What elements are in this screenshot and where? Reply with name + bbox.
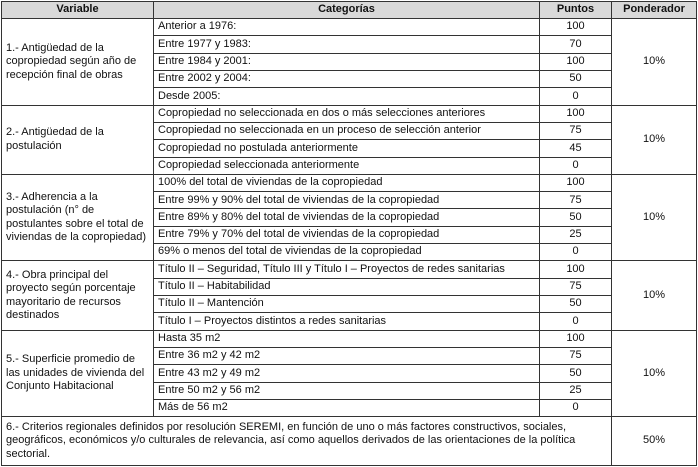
points-cell: 100 — [540, 330, 612, 347]
weight-cell: 10% — [612, 174, 697, 261]
points-cell: 100 — [540, 53, 612, 70]
criteria-table — [1, 1, 697, 466]
category-cell: Entre 43 m2 y 49 m2 — [154, 365, 540, 382]
category-cell: Entre 50 m2 y 56 m2 — [154, 382, 540, 399]
weight-cell: 50% — [612, 417, 697, 466]
header-categorias: Categorías — [154, 2, 540, 19]
table-row — [2, 174, 697, 191]
points-cell: 50 — [540, 296, 612, 313]
category-cell: Copropiedad no postulada anteriormente — [154, 140, 540, 157]
category-cell: Título II – Mantención — [154, 296, 540, 313]
category-cell: Entre 1977 y 1983: — [154, 36, 540, 53]
category-cell: Desde 2005: — [154, 88, 540, 105]
table-row — [2, 19, 697, 36]
category-cell: Entre 36 m2 y 42 m2 — [154, 347, 540, 364]
variable-cell: 4.- Obra principal del proyecto según porcentaje mayoritario de recursos destinados — [2, 261, 154, 330]
weight-cell: 10% — [612, 19, 697, 106]
header-row — [2, 2, 697, 19]
points-cell: 75 — [540, 278, 612, 295]
points-cell: 100 — [540, 19, 612, 36]
points-cell: 45 — [540, 140, 612, 157]
points-cell: 0 — [540, 157, 612, 174]
points-cell: 50 — [540, 209, 612, 226]
weight-cell: 10% — [612, 261, 697, 330]
category-cell: Título I – Proyectos distintos a redes sanitarias — [154, 313, 540, 330]
table-row — [2, 330, 697, 347]
variable-cell: 5.- Superficie promedio de las unidades de vivienda del Conjunto Habitacional — [2, 330, 154, 417]
category-cell: Más de 56 m2 — [154, 399, 540, 416]
category-cell: Entre 1984 y 2001: — [154, 53, 540, 70]
points-cell: 50 — [540, 365, 612, 382]
points-cell: 75 — [540, 347, 612, 364]
points-cell: 50 — [540, 70, 612, 87]
points-cell: 70 — [540, 36, 612, 53]
points-cell: 0 — [540, 244, 612, 261]
points-cell: 100 — [540, 105, 612, 122]
category-cell: Título II – Seguridad, Título III y Título I – Proyectos de redes sanitarias — [154, 261, 540, 278]
category-cell: 100% del total de viviendas de la copropiedad — [154, 174, 540, 191]
weight-cell: 10% — [612, 105, 697, 174]
category-cell: 69% o menos del total de viviendas de la copropiedad — [154, 244, 540, 261]
points-cell: 100 — [540, 174, 612, 191]
category-cell: Entre 89% y 80% del total de viviendas de la copropiedad — [154, 209, 540, 226]
header-ponderador: Ponderador — [612, 2, 697, 19]
points-cell: 25 — [540, 226, 612, 243]
points-cell: 0 — [540, 313, 612, 330]
category-cell: Copropiedad no seleccionada en un proceso de selección anterior — [154, 122, 540, 139]
header-puntos: Puntos — [540, 2, 612, 19]
weight-cell: 10% — [612, 330, 697, 417]
category-cell: Entre 99% y 90% del total de viviendas de la copropiedad — [154, 192, 540, 209]
points-cell: 75 — [540, 192, 612, 209]
header-variable: Variable — [2, 2, 154, 19]
table-row — [2, 261, 697, 278]
category-cell: Copropiedad no seleccionada en dos o más selecciones anteriores — [154, 105, 540, 122]
variable-cell: 1.- Antigüedad de la copropiedad según año de recepción final de obras — [2, 19, 154, 106]
table-row — [2, 417, 697, 466]
category-cell: Anterior a 1976: — [154, 19, 540, 36]
category-cell: Copropiedad seleccionada anteriormente — [154, 157, 540, 174]
points-cell: 100 — [540, 261, 612, 278]
category-cell: Hasta 35 m2 — [154, 330, 540, 347]
category-cell: Entre 79% y 70% del total de viviendas de la copropiedad — [154, 226, 540, 243]
category-cell: Entre 2002 y 2004: — [154, 70, 540, 87]
points-cell: 25 — [540, 382, 612, 399]
variable-cell: 3.- Adherencia a la postulación (n° de postulantes sobre el total de viviendas de la copropiedad) — [2, 174, 154, 261]
variable-cell: 2.- Antigüedad de la postulación — [2, 105, 154, 174]
table-row — [2, 105, 697, 122]
points-cell: 0 — [540, 399, 612, 416]
points-cell: 0 — [540, 88, 612, 105]
category-cell: Título II – Habitabilidad — [154, 278, 540, 295]
regional-criteria-cell: 6.- Criterios regionales definidos por resolución SEREMI, en función de uno o más factores constructivos, sociales, geográficos, económicos y/o culturales de relevancia, así como aquellos derivados de las orientaciones de la política sectorial. — [2, 417, 612, 466]
points-cell: 75 — [540, 122, 612, 139]
